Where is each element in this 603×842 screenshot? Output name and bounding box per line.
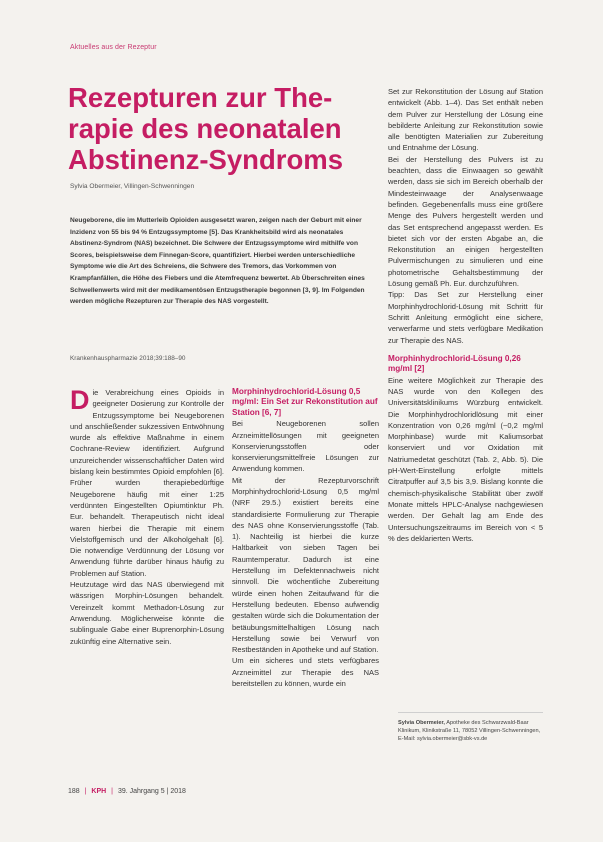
section-heading: Morphinhydrochlorid-Lösung 0,26 mg/ml [2] (388, 353, 521, 374)
title-line: rapie des neonatalen (68, 113, 342, 144)
column-middle (232, 387, 379, 689)
paragraph: Heutzutage wird das NAS überwiegend mit wässrigen Morphin-Lösungen behandelt. Vereinzelt kommt Methadon-Lösung zur Anwendung. Möglicherweise könnte die sublinguale Gabe einer Buprenorphin-Lösung zukünftig eine Alternative sein. (70, 580, 224, 646)
citation: Krankenhauspharmazie 2018;39:188–90 (70, 355, 186, 362)
separator: | (84, 788, 87, 795)
title-line: Abstinenz-Syndroms (68, 144, 344, 175)
section-label: Aktuelles aus der Rezeptur (70, 44, 157, 51)
column-right (388, 86, 543, 544)
abstract: Neugeborene, die im Mutterleib Opioiden ausgesetzt waren, zeigen nach der Geburt mit einer Inzidenz von 55 bis 94 % Entzugssymptome [5]. Das Krankheitsbild wird als neonatales Abstinenz-Syndrom (NAS) bezeichnet. Die Schwere der Entzugssymptome wird mithilfe von Scores, beispielsweise dem Finnegan-Score, quantifiziert. Hierbei werden unterschiedliche Symptome wie die Art des Schreiens, die Schwere des Tremors, das Vorkommen von Krampfanfällen, die Höhe des Fiebers und die Atemfrequenz bewertet. Ab Überschreiten eines Schwellenwerts wird mit der medikamentösen Entzugstherapie begonnen [3, 9]. Im Folgenden werden mögliche Rezepturen zur Therapie des NAS vorgestellt. (70, 217, 365, 306)
page-footer (68, 788, 186, 795)
column-left (70, 387, 224, 647)
page-number: 188 (68, 788, 80, 795)
paragraph: Eine weitere Möglichkeit zur Therapie des NAS wurde von den Kollegen des Universitätsklinikums Würzburg entwickelt. Die Morphinhydrochloridlösung mit einer Konzentration von 0,26 mg/ml (~0,2 mg/ml Morphinbase) wurde mit Kaliumsorbat konserviert und vor Oxidation mit Natriumedetat geschützt (Tab. 2, Abb. 5). Die pH-Wert-Einstellung erfolgte mittels Citratpuffer auf 3,5 bis 3,9. Bislang konnte die chemisch-physikalische Stabilität über zwölf Monate mittels HPLC-Analyse nachgewiesen werden. Der Gehalt lag am Ende des Untersuchungszeitraums im Bereich von < 5 % des deklarierten Werts. (388, 375, 543, 543)
paragraph: Tipp: Das Set zur Herstellung einer Morphinhydrochlorid-Lösung mit Schritt für Schritt Anleitung ermöglicht eine sichere, verwerfarme und stets verfügbare Medikation zur Therapie des NAS. (388, 290, 543, 345)
title-line: Rezepturen zur The- (68, 82, 333, 113)
paragraph (70, 387, 224, 579)
section-heading: Morphinhydrochlorid-Lösung 0,5 mg/ml: Ein Set zur Rekonstitution auf Station [6, 7] (232, 387, 378, 417)
paragraph: Bei Neugeborenen sollen Arzneimittellösungen mit geeigneten Konservierungsstoffen oder konservierungsmittelfreie Lösungen zur Anwendung kommen. (232, 419, 379, 474)
separator: | (111, 788, 113, 795)
article-title (68, 82, 368, 175)
author-line: Sylvia Obermeier, Villingen-Schwenningen (70, 183, 195, 190)
author-contact-box (398, 712, 543, 744)
drop-cap: D (70, 385, 90, 415)
issue-info: 39. Jahrgang 5 | 2018 (117, 788, 186, 795)
paragraph: Bei der Herstellung des Pulvers ist zu beachten, dass die Einwaagen so gewählt werden, dass sie sich im Bereich oberhalb der Mindesteinwaage der Analysenwaage befinden. Gegebenenfalls muss eine größere Menge des Pulvers hergestellt werden und das Set entsprechend angepasst werden. Es bietet sich vor der ersten Abgabe an, die Rekonstitution an einigen hergestellten Pulvermischungen zu simulieren und eine photometrische Gehaltsbestimmung der Lösung gemäß Ph. Eur. durchzuführen. (388, 154, 543, 289)
paragraph: Mit der Rezepturvorschrift Morphinhydrochlorid-Lösung 0,5 mg/ml (NRF 29.5.) existiert bereits eine standardisierte Formulierung zur Therapie des NAS ohne Konservierungsstoffe (Tab. 1). Nachteilig ist hierbei die kurze Haltbarkeit von sieben Tagen bei Raumtemperatur. Dadurch ist eine Herstellung im Defektennachweis nicht sinnvoll. Die wöchentliche Zubereitung würde einen hohen Zeitaufwand für die Herstellung bedeuten. Ebenso aufwendig gestalten würde sich die Dokumentation der betäubungsmittelhaltigen Lösung nach Herstellung sowie bei Verwurf von Restbeständen in Apotheke und auf Station. (232, 475, 379, 655)
paragraph-text: ie Verabreichung eines Opioids in geeigneter Dosierung zur Kontrolle der Entzugssymptome bei Neugeborenen und anschließender sukzessiven Entwöhnung wurde als effektive Maßnahme in einem Cochrane-Review identifiziert. Aufgrund unzureichender wissenschaftlicher Daten wird bislang kein bestimmtes Opioid empfohlen [6]. Früher wurden therapiebedürftige Neugeborene häufig mit einer 1:25 verdünnten Eingestellten Opiumtinktur Ph. Eur. behandelt. Therapeutisch nicht ideal waren hierbei die Therapie mit einem Vielstoffgemisch und der Alkoholgehalt [6]. Die notwendige Verdünnung der Lösung vor Anwendung führte darüber hinaus häufig zu Problemen auf Station. (70, 388, 224, 578)
paragraph: Set zur Rekonstitution der Lösung auf Station entwickelt (Abb. 1–4). Das Set enthält neben dem Pulver zur Herstellung der Lösung eine bebilderte Anleitung zur Rekonstitution sowie alle benötigten Materialien zur Zubereitung und Entnahme der Lösung. (388, 87, 543, 153)
author-name: Sylvia Obermeier, (398, 720, 445, 726)
author-contact: Apotheke des Schwarzwald-Baar Klinikum, Klinikstraße 11, 78052 Villingen-Schwenningen, E-Mail: sylvia.obermeier@sbk-vs.de (398, 720, 541, 743)
journal-brand: KPH (91, 788, 107, 795)
paragraph: Um ein sicheres und stets verfügbares Arzneimittel zur Therapie des NAS bereitstellen zu können, wurde ein (232, 656, 379, 689)
